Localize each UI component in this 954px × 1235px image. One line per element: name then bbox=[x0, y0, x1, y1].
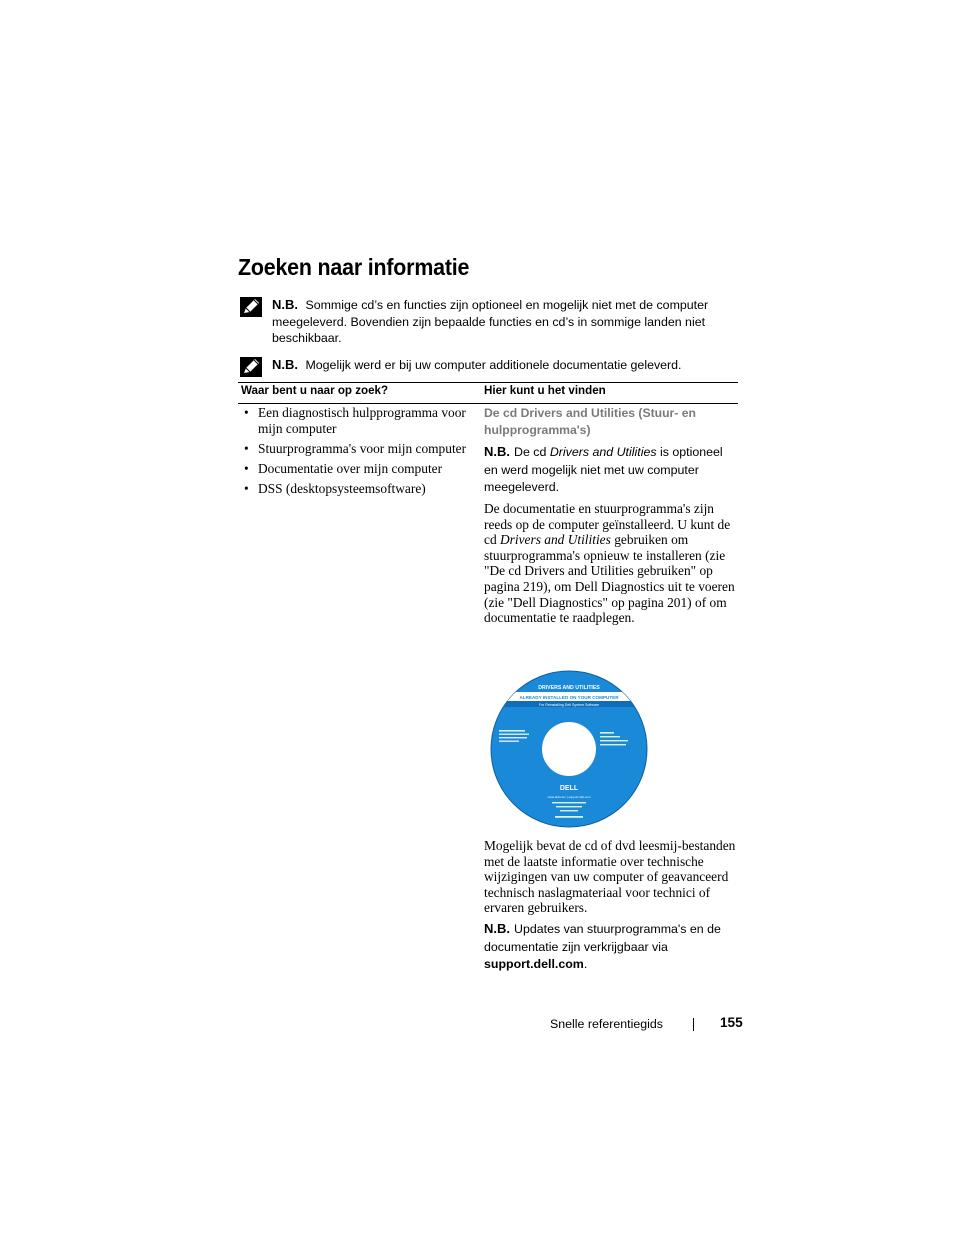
support-link[interactable]: support.dell.com bbox=[484, 957, 584, 972]
cd-sub-text: For Reinstalling Dell System Software bbox=[538, 703, 600, 707]
updates-note: N.B. Updates van stuurprogramma's en de documentatie zijn verkrijgbaar via support.dell.com. bbox=[484, 921, 721, 972]
page-number: 155 bbox=[720, 1015, 743, 1030]
cd-top-text: DRIVERS AND UTILITIES bbox=[538, 685, 600, 691]
resource-title: De cd Drivers and Utilities (Stuur- en hulpprogramma's) bbox=[484, 406, 696, 437]
footer-separator bbox=[693, 1018, 694, 1031]
cd-url-text: www.dell.com | support.dell.com bbox=[547, 795, 591, 799]
pencil-note-icon bbox=[240, 357, 262, 377]
note-label: N.B. bbox=[272, 297, 298, 312]
pencil-note-icon bbox=[240, 297, 262, 317]
table-header-what: Waar bent u naar op zoek? bbox=[241, 384, 389, 397]
note-label: N.B. bbox=[484, 921, 510, 936]
drivers-cd-description: De documentatie en stuurprogramma's zijn reeds op de computer geïnstalleerd. U kunt de cd Drivers and Utilities gebruiken om stuurprogramma's opnieuw te installeren (zie "De cd Drivers and Utilities gebruiken" op pagina 219), om Dell Diagnostics uit te voeren (zie "Dell Diagnostics" op pagina 201) of om documentatie te raadplegen. bbox=[484, 501, 735, 626]
table-header-where: Hier kunt u het vinden bbox=[484, 384, 606, 397]
note-label: N.B. bbox=[272, 357, 298, 372]
cd-band-text: ALREADY INSTALLED ON YOUR COMPUTER bbox=[519, 695, 619, 700]
list-item: • DSS (desktopsysteemsoftware) bbox=[244, 480, 426, 496]
footer-guide-label: Snelle referentiegids bbox=[550, 1017, 663, 1031]
table-top-rule bbox=[238, 382, 738, 383]
list-item: • Documentatie over mijn computer bbox=[244, 460, 443, 476]
note-additional-documentation bbox=[238, 357, 738, 374]
list-item: • Een diagnostisch hulpprogramma voor mijn computer bbox=[244, 405, 466, 436]
drivers-utilities-cd-image bbox=[490, 670, 648, 828]
note-label: N.B. bbox=[484, 444, 510, 459]
readme-description: Mogelijk bevat de cd of dvd leesmij-bestanden met de laatste informatie over technische wijzigingen van uw computer of geavanceerd technisch naslagmateriaal voor technici of ervaren gebruikers. bbox=[484, 838, 736, 916]
dell-logo-text: DELL bbox=[559, 785, 579, 792]
list-item: • Stuurprogramma's voor mijn computer bbox=[244, 440, 467, 456]
note-text: Mogelijk werd er bij uw computer additionele documentatie geleverd. bbox=[305, 358, 682, 372]
table-header-rule bbox=[238, 403, 738, 404]
note-text: Sommige cd’s en functies zijn optioneel en mogelijk niet met de computer meegeleverd. Bovendien zijn bepaalde functies en cd’s in sommige landen niet beschikbaar. bbox=[272, 298, 709, 345]
page-title: Zoeken naar informatie bbox=[238, 254, 470, 280]
note-optional-cds bbox=[238, 297, 738, 347]
lookup-items-list bbox=[244, 405, 480, 501]
drivers-cd-note: N.B. De cd Drivers and Utilities is optioneel en werd mogelijk niet met uw computer meegeleverd. bbox=[484, 444, 723, 495]
